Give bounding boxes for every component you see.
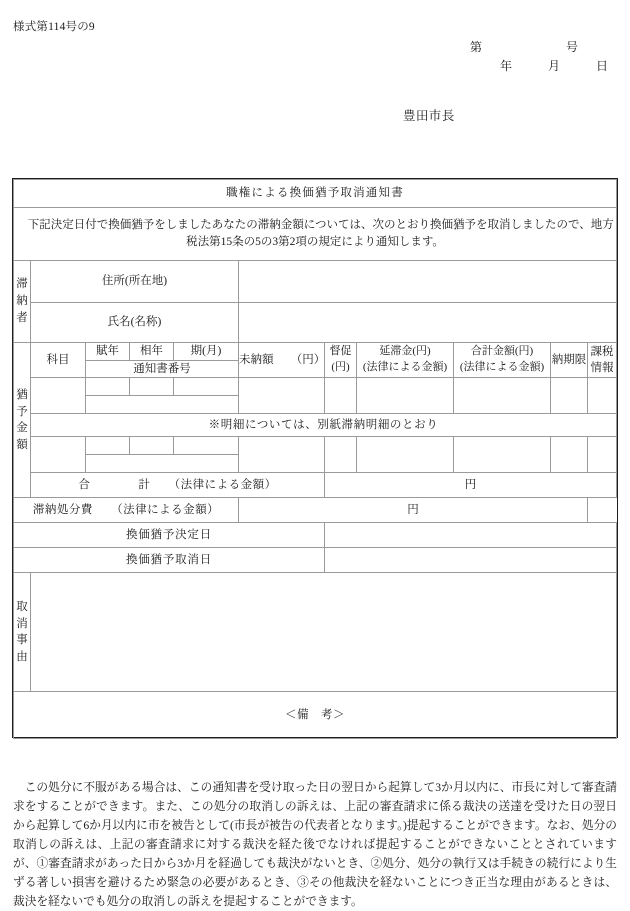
entry-1-kamoku[interactable] [31,378,86,414]
entry-2-ki[interactable] [174,437,239,455]
entry-1-goukei[interactable] [454,378,551,414]
column-header-goukei [454,343,551,378]
disposition-cost-value-cell[interactable] [239,498,588,523]
column-header-goukei-line2: (法律による金額) [459,361,545,374]
column-header-nokigen: 納期限 [551,343,588,378]
remarks-field[interactable] [14,692,617,739]
entry-2-funen[interactable] [86,437,130,455]
entry-1-funen[interactable] [86,378,130,396]
column-header-tokusoku-line2: (円) [331,361,350,374]
appeal-instructions [13,778,617,911]
amount-side-label [14,343,31,498]
entry-1-tsuchisho-bango[interactable] [86,396,239,414]
detail-note: ※明細については、別紙滞納明細のとおり [31,414,617,437]
entry-1-tokusoku[interactable] [325,378,357,414]
disposition-cost-unit: 円 [407,504,419,516]
reason-side-label [14,573,31,692]
entry-2-tokusoku[interactable] [325,437,357,473]
column-header-funen: 賦年 [86,343,130,361]
form-number: 様式第114号の9 [13,21,95,33]
entry-1-kazei-joho[interactable] [588,378,617,414]
entry-2-minougaku[interactable] [239,437,325,473]
form-title: 職権による換価猶予取消通知書 [14,180,617,208]
entry-1-nokigen[interactable] [551,378,588,414]
document-number-line: 第 号 [470,40,579,54]
total-label: 合 計 （法律による金額） [31,473,325,498]
entry-2-tsuchisho-bango[interactable] [86,455,239,473]
reason-side-label-char-0: 取 [16,601,28,613]
taxpayer-side-label-char-0: 滞 [16,278,28,291]
entry-1-ki[interactable] [174,378,239,396]
entry-1-minougaku[interactable] [239,378,325,414]
entry-2-kazei-joho[interactable] [588,437,617,473]
intro-paragraph [14,208,617,261]
entry-1-sounen[interactable] [130,378,174,396]
column-header-entaikin-line2: (法律による金額) [362,361,448,374]
column-header-entaikin [357,343,454,378]
decision-date-label: 換価猶予決定日 [14,523,325,548]
disposition-cost-label: 滞納処分費 （法律による金額） [14,498,239,523]
entry-2-entaikin[interactable] [357,437,454,473]
intro-text: 下記決定日付で換価猶予をしましたあなたの滞納金額については、次のとおり換価猶予を取消しましたので、地方税法第15条の5の3第2項の規定により通知します。 [27,219,614,248]
address-label: 住所(所在地) [31,261,239,303]
reason-value[interactable] [31,573,617,692]
appeal-instructions-text: この処分に不服がある場合は、この通知書を受け取った日の翌日から起算して3か月以内に、市長に対して審査請求をすることができます。また、この処分の取消しの訴えは、上記の審査請求に係る裁決の送達を受けた日の翌日から起算して6か月以内に市を被告として(市長が被告の代表者となります。)提起することができます。なお、処分の取消しの訴えは、上記の審査請求に対する裁決を経た後でなければ提起することができないこととされていますが、①審査請求があった日から3か月を経過しても裁決がないとき、②処分、処分の執行又は手続きの続行により生ずる著しい損害を避けるため緊急の必要があるとき、③その他裁決を経ないことにつき正当な理由があるときは、裁決を経ないでも処分の取消しの訴えを提起することができます。 [13,781,617,909]
name-label: 氏名(名称) [31,303,239,343]
entry-row-1-line1 [14,378,617,396]
address-value[interactable] [239,261,617,303]
entry-2-nokigen[interactable] [551,437,588,473]
cancellation-date-value[interactable] [325,548,617,573]
name-value[interactable] [239,303,617,343]
decision-date-value[interactable] [325,523,617,548]
column-header-entaikin-line1: 延滞金(円) [379,345,431,358]
entry-2-kamoku[interactable] [31,437,86,473]
taxpayer-side-label [14,261,31,343]
taxpayer-side-label-char-2: 者 [16,311,28,324]
column-header-ki: 期(月) [174,343,239,361]
entry-2-sounen[interactable] [130,437,174,455]
entry-row-2-line1 [14,437,617,455]
column-header-kamoku: 科目 [31,343,86,378]
entry-1-entaikin[interactable] [357,378,454,414]
remarks-label: ＜備 考＞ [285,709,345,721]
amount-side-label-char-2: 金 [16,422,28,435]
total-value-cell[interactable] [325,473,617,498]
reason-side-label-char-3: 由 [16,651,28,664]
issuing-authority: 豊田市長 [403,109,455,123]
column-header-sounen: 相年 [130,343,174,361]
notice-form-table [13,179,617,739]
column-header-tsuchisho-bango: 通知書番号 [86,360,239,378]
column-header-kazei-joho: 課税情報 [588,343,617,378]
amount-side-label-char-0: 猶 [16,388,28,401]
amount-side-label-char-1: 予 [16,405,28,418]
column-header-minougaku: 未納額 （円） [239,343,325,378]
entry-2-goukei[interactable] [454,437,551,473]
cancellation-date-label: 換価猶予取消日 [14,548,325,573]
column-header-tokusoku-line1: 督促 [329,345,352,358]
document-date-line: 年 月 日 [500,59,609,73]
column-header-goukei-line1: 合計金額(円) [470,345,534,358]
column-header-tokusoku [325,343,357,378]
taxpayer-side-label-char-1: 納 [16,295,28,308]
notice-form-frame [12,178,618,738]
amount-side-label-char-3: 額 [16,438,28,451]
total-unit: 円 [464,479,477,491]
reason-side-label-char-2: 事 [16,634,28,647]
reason-side-label-char-1: 消 [16,617,28,630]
